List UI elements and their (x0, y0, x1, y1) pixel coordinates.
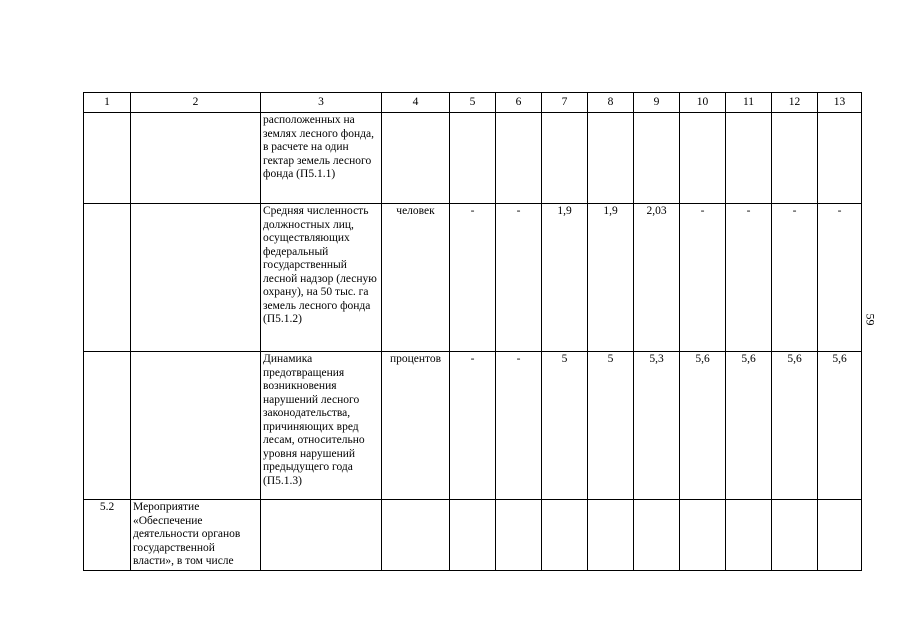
event-name-cell: Мероприятие «Обеспечение деятельности органов государственной власти», в том числе (131, 500, 261, 571)
header-cell: 2 (131, 93, 261, 113)
unit-cell: человек (382, 204, 450, 352)
value-cell: 5,3 (634, 352, 680, 500)
value-cell: - (450, 204, 496, 352)
value-cell (542, 113, 588, 204)
value-cell (680, 500, 726, 571)
event-name-cell (131, 352, 261, 500)
value-cell: - (450, 352, 496, 500)
event-name-cell (131, 113, 261, 204)
value-cell: - (818, 204, 862, 352)
table-row (84, 352, 862, 500)
header-cell: 6 (496, 93, 542, 113)
document-table (83, 92, 862, 571)
unit-cell (382, 500, 450, 571)
value-cell: 5 (588, 352, 634, 500)
row-number-cell: 5.2 (84, 500, 131, 571)
header-cell: 1 (84, 93, 131, 113)
value-cell: 5,6 (818, 352, 862, 500)
value-cell (680, 113, 726, 204)
value-cell (818, 113, 862, 204)
value-cell: - (726, 204, 772, 352)
value-cell (496, 500, 542, 571)
header-cell: 12 (772, 93, 818, 113)
value-cell (450, 113, 496, 204)
row-number-cell (84, 352, 131, 500)
unit-cell: процентов (382, 352, 450, 500)
value-cell: - (680, 204, 726, 352)
value-cell (542, 500, 588, 571)
event-name-cell (131, 204, 261, 352)
value-cell: - (496, 204, 542, 352)
row-number-cell (84, 204, 131, 352)
header-cell: 13 (818, 93, 862, 113)
value-cell: 5 (542, 352, 588, 500)
value-cell (496, 113, 542, 204)
table-row (84, 500, 862, 571)
header-cell: 5 (450, 93, 496, 113)
value-cell (772, 500, 818, 571)
header-cell: 3 (261, 93, 382, 113)
value-cell: 5,6 (726, 352, 772, 500)
table-row (84, 204, 862, 352)
value-cell: 5,6 (772, 352, 818, 500)
value-cell: 5,6 (680, 352, 726, 500)
page-number: 59 (863, 313, 878, 326)
value-cell (634, 113, 680, 204)
indicator-name-cell (261, 500, 382, 571)
value-cell (634, 500, 680, 571)
header-cell: 7 (542, 93, 588, 113)
indicator-name-cell: Динамика предотвращения возникновения нарушений лесного законодательства, причиняющих вред лесам, относительно уровня нарушений предыдущего года (П5.1.3) (261, 352, 382, 500)
header-row (84, 93, 862, 113)
value-cell (450, 500, 496, 571)
value-cell: 2,03 (634, 204, 680, 352)
value-cell: - (772, 204, 818, 352)
indicator-name-cell: Средняя численность должностных лиц, осуществляющих федеральный государственный лесной надзор (лесную охрану), на 50 тыс. га земель лесного фонда (П5.1.2) (261, 204, 382, 352)
indicator-name-cell: расположенных на землях лесного фонда, в расчете на один гектар земель лесного фонда (П5.1.1) (261, 113, 382, 204)
value-cell (726, 113, 772, 204)
value-cell (726, 500, 772, 571)
header-cell: 10 (680, 93, 726, 113)
row-number-cell (84, 113, 131, 204)
value-cell (772, 113, 818, 204)
header-cell: 4 (382, 93, 450, 113)
value-cell: 1,9 (542, 204, 588, 352)
unit-cell (382, 113, 450, 204)
value-cell: 1,9 (588, 204, 634, 352)
header-cell: 11 (726, 93, 772, 113)
value-cell (588, 113, 634, 204)
header-cell: 9 (634, 93, 680, 113)
header-cell: 8 (588, 93, 634, 113)
value-cell (588, 500, 634, 571)
value-cell (818, 500, 862, 571)
value-cell: - (496, 352, 542, 500)
table-row (84, 113, 862, 204)
